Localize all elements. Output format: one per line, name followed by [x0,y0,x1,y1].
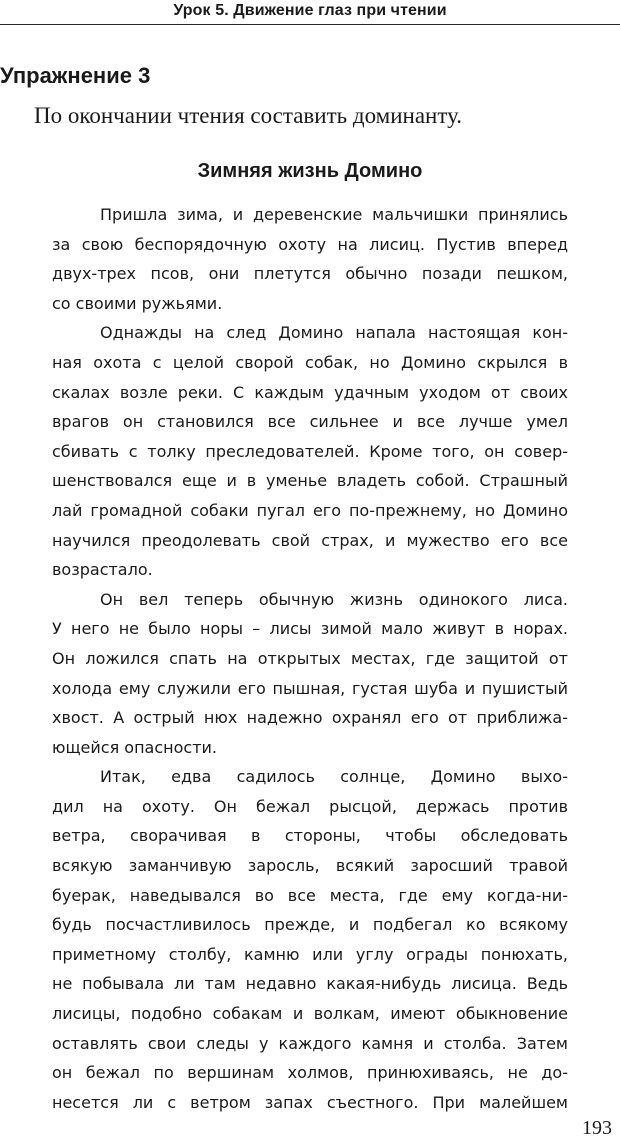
paragraph [52,200,568,318]
text-line: двух-трех псов, они плетутся обычно позади пешком, [52,264,568,284]
paragraph [52,585,568,763]
text-line: будь посчастливилось прежде, и подбегал ко всякому [52,915,568,935]
text-line: научился преодолевать свой страх, и мужество его все [52,530,568,550]
paragraph [52,762,568,1117]
text-line: лисицы, подобно собакам и волкам, имеют обыкновение [52,1004,568,1024]
text-line: скалах возле реки. С каждым удачным уходом от своих [52,382,568,402]
text-line: Он ложился спать на открытых местах, где защитой от [52,648,568,668]
text-line: Пришла зима, и деревенские мальчишки принялись [100,205,568,224]
text-line: У него не было норы – лисы зимой мало живут в норах. [52,619,568,639]
text-line: Однажды на след Домино напала настоящая кон- [100,323,568,343]
text-line: он бежал по вершинам холмов, принюхиваясь, не до- [52,1063,568,1083]
text-line: хвост. А острый нюх надежно охранял его от приближа- [52,708,568,728]
text-line: холода ему служили его пышная, густая шуба и пушистый [52,678,568,698]
text-line: приметному столбу, камню или углу ограды понюхать, [52,944,568,964]
text-line: ющейся опасности. [52,737,217,757]
text-line: несется ли с ветром запах съестного. При малейшем [52,1092,568,1112]
text-line: не побывала ли там недавно какая-нибудь лисица. Ведь [52,974,568,994]
running-head [0,0,620,25]
text-line: за свою беспорядочную охоту на лисиц. Пустив вперед [52,234,568,254]
text-line: Он вел теперь обычную жизнь одинокого лиса. [100,589,568,609]
text-line: Итак, едва садилось солнце, Домино выхо- [100,767,568,787]
story-text [52,200,568,1117]
text-line: шенствовался еще и в уменье владеть собой. Страшный [52,471,568,491]
text-line: всякую заманчивую заросль, всякий заросший травой [52,856,568,876]
text-line: оставлять свои следы у каждого камня и столба. Затем [52,1033,568,1053]
text-line: сбивать с толку преследователей. Кроме того, он совер- [52,441,568,461]
running-head-title: Урок 5. Движение глаз при чтении [173,2,447,19]
page-number: 193 [582,1117,612,1139]
exercise-task: По окончании чтения составить доминанту. [34,103,463,128]
text-line: буерак, наведывался во все места, где ему когда-ни- [52,885,568,905]
text-line: возрастало. [52,560,153,580]
text-line: дил на охоту. Он бежал рысцой, держась против [52,796,568,816]
text-line: ная охота с целой сворой собак, но Домино скрылся в [52,352,568,372]
story-title: Зимняя жизнь Домино [197,160,423,182]
text-line: лай громадной собаки пугал его по-прежнему, но Домино [52,500,568,520]
exercise-title: Упражнение 3 [0,63,151,88]
text-line: врагов он становился все сильнее и все лучше умел [52,412,568,432]
text-line: со своими ружьями. [52,293,223,313]
text-line: ветра, сворачивая в стороны, чтобы обследовать [52,826,568,846]
paragraph [52,318,568,584]
